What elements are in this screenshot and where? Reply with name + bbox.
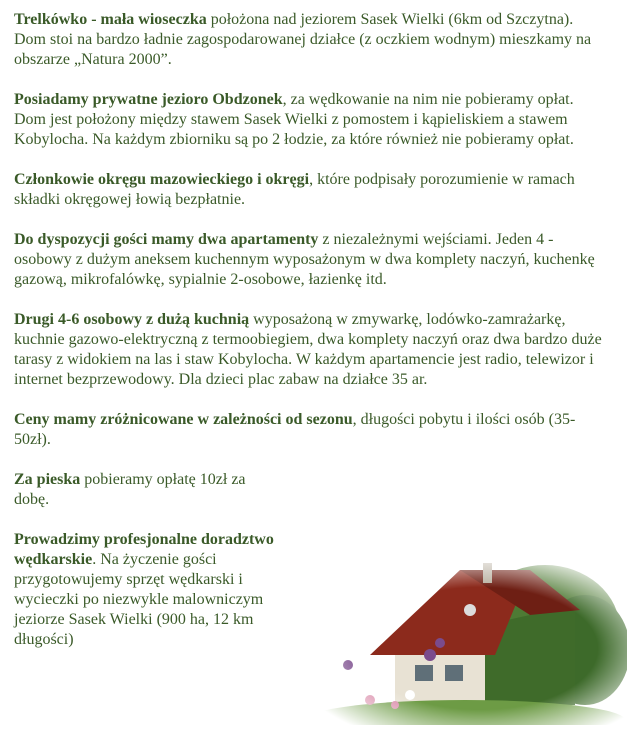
paragraph-prices: [14, 410, 604, 450]
paragraph-fishing: [14, 530, 274, 650]
house-photo: [300, 555, 627, 725]
paragraph-heading: Prowadzimy profesjonalne doradztwo wędkarskie: [14, 531, 274, 568]
paragraph-members: [14, 170, 604, 210]
paragraph-village: [14, 10, 604, 70]
paragraph-second-apartment: [14, 310, 609, 390]
paragraph-text: , za wędkowanie na nim nie pobieramy opłat. Dom jest położony między stawem Sasek Wielki z pomostem i kąpieliskiem a stawem Kobylocha. Na każdym zbiorniku są po 2 łodzie, za które również nie pobieramy opłat.: [14, 91, 574, 148]
paragraph-text: z niezależnymi wejściami. Jeden 4 - osobowy z dużym aneksem kuchennym wyposażonym w dwa komplety naczyń, kuchenkę gazową, mikrofalówkę, sypialnie 2-osobowe, łazienkę itd.: [14, 231, 595, 288]
paragraph-text: pobieramy opłatę 10zł za dobę.: [14, 471, 246, 508]
paragraph-text: , które podpisały porozumienie w ramach składki okręgowej łowią bezpłatnie.: [14, 171, 575, 208]
paragraph-heading: Ceny mamy zróżnicowane w zależności od sezonu: [14, 411, 353, 428]
paragraph-apartments: [14, 230, 614, 290]
paragraph-heading: Trelkówko - mała wioseczka: [14, 11, 207, 28]
house-icon: [300, 555, 627, 725]
paragraph-heading: Za pieska: [14, 471, 81, 488]
paragraph-dog: [14, 470, 284, 510]
paragraph-heading: Do dyspozycji gości mamy dwa apartamenty: [14, 231, 319, 248]
paragraph-text: , długości pobytu i ilości osób (35-50zł).: [14, 411, 576, 448]
paragraph-heading: Członkowie okręgu mazowieckiego i okręgi: [14, 171, 310, 188]
paragraph-text: wyposażoną w zmywarkę, lodówko-zamrażarkę, kuchnie gazowo-elektryczną z termoobiegiem, dwa komplety naczyń oraz dwa bardzo duże tarasy z widokiem na las i staw Kobylocha. W każdym apartamencie jest radio, telewizor i internet bezprzewodowy. Dla dzieci plac zabaw na działce 35 ar.: [14, 311, 602, 388]
article: [14, 10, 616, 650]
paragraph-text: położona nad jeziorem Sasek Wielki (6km od Szczytna). Dom stoi na bardzo ładnie zagospodarowanej działce (z oczkiem wodnym) mieszkamy na obszarze „Natura 2000”.: [14, 11, 592, 68]
paragraph-heading: Posiadamy prywatne jezioro Obdzonek: [14, 91, 283, 108]
paragraph-heading: Drugi 4-6 osobowy z dużą kuchnią: [14, 311, 250, 328]
paragraph-lake: [14, 90, 604, 150]
paragraph-text: . Na życzenie gości przygotowujemy sprzęt wędkarski i wycieczki po niezwykle malowniczym jeziorze Sasek Wielki (900 ha, 12 km długości): [14, 551, 264, 648]
